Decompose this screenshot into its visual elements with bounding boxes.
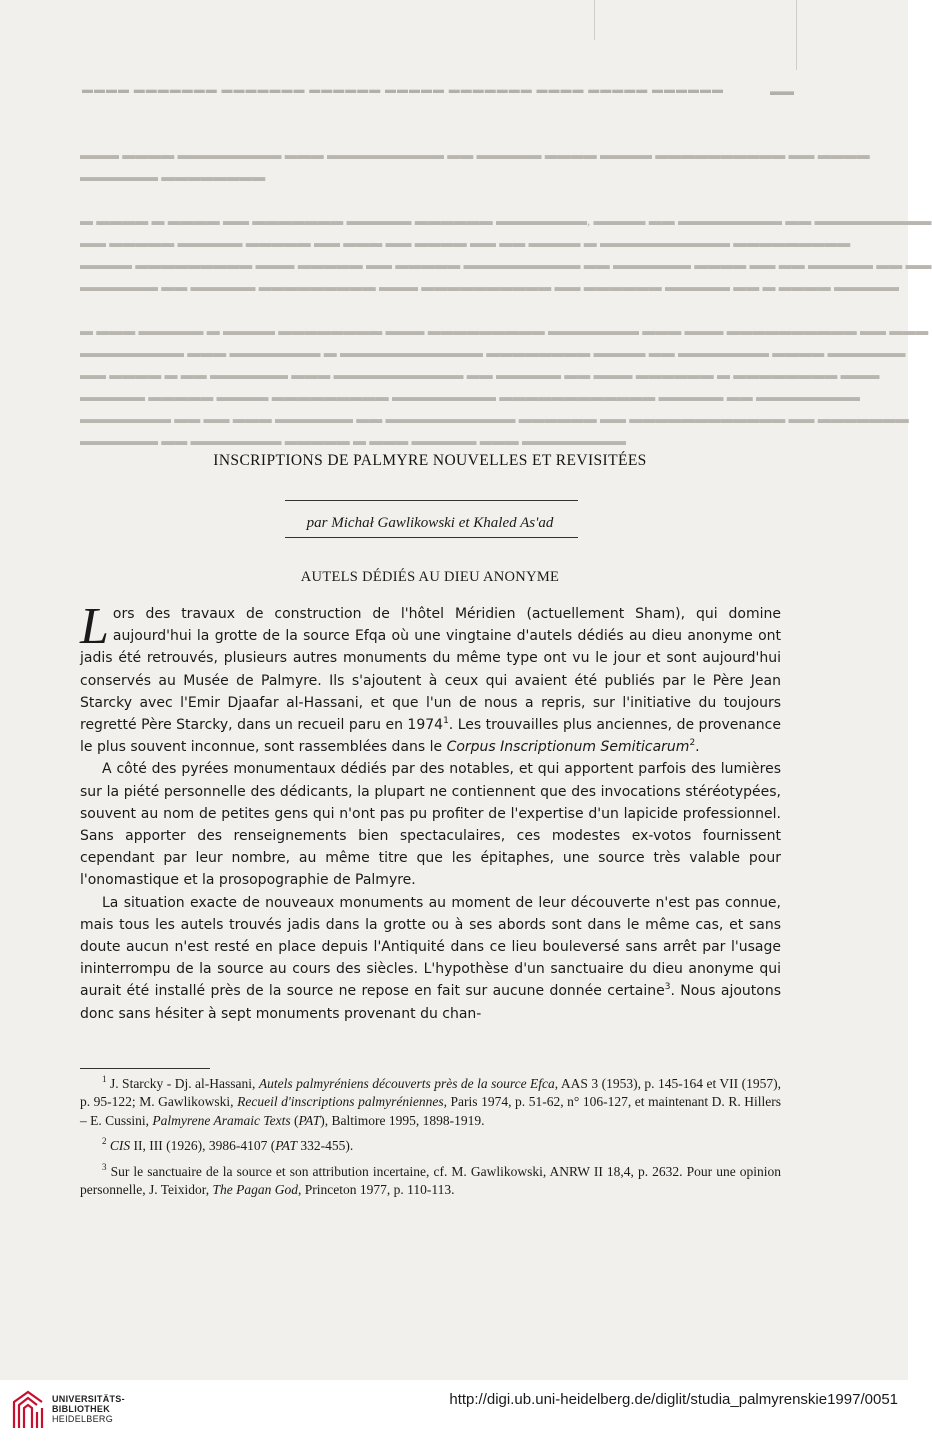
article-title: INSCRIPTIONS DE PALMYRE NOUVELLES ET REVISITÉES [213, 452, 647, 469]
byline-bottom-rule [285, 537, 578, 538]
footnote-rule [80, 1068, 210, 1069]
bleed-through-page-number: ▬▬ [770, 84, 794, 98]
byline: par Michał Gawlikowski et Khaled As'ad [306, 515, 554, 531]
digital-library-footer [0, 1380, 908, 1447]
body-text [80, 598, 781, 1025]
paragraph-2: A côté des pyrées monumentaux dédiés par des notables, et qui apportent parfois des lumières sur la piété personnelle des dédicants, la plupart ne contiennent que des invocations stéréotypées, souvent au nom de petites gens qui n'ont pas pu profiter de l'expertise d'un lapicide professionnel. Sans apporter des renseignements bien spectaculaires, ces modestes ex-votos fournissent cependant par leur nombre, au même titre que les épitaphes, une source très valable pour l'onomastique et la prosopographie de Palmyre. [80, 761, 781, 889]
footnote-1: $^1$ J. Starcky - Dj. al-Hassani, Autels palmyréniens découverts près de la source Efca, AAS 3 (1953), p. 145-164 et VII (1957), p. 95-122; M. Gawlikowski, Recueil d'inscriptions palmyréniennes, Paris 1974, p. 51-62, n° 106-127, et maintenant D. R. Hillers – E. Cussini, Palmyrene Aramaic Texts (PAT), Baltimore 1995, 1898-1919. [80, 1074, 782, 1128]
footnotes [80, 1075, 781, 1206]
scan-edge-line [796, 0, 797, 70]
section-heading: AUTELS DÉDIÉS AU DIEU ANONYME [300, 569, 560, 585]
drop-cap: L [80, 598, 109, 655]
footnote-ref-3[interactable]: 3 [664, 982, 671, 993]
library-name: UNIVERSITÄTS- BIBLIOTHEK HEIDELBERG [52, 1394, 125, 1424]
footnote-3: $^3$ Sur le sanctuaire de la source et son attribution incertaine, cf. M. Gawlikowski, ANRW II 18,4, p. 2632. Pour une opinion personnelle, J. Teixidor, The Pagan God, Princeton 1977, p. 110-113. [80, 1161, 781, 1198]
permalink-url[interactable]: http://digi.ub.uni-heidelberg.de/diglit/studia_palmyrenskie1997/0051 [449, 1391, 898, 1408]
bleed-through-text: ▬▬▬ ▬▬▬▬ ▬▬▬▬▬▬▬▬ ▬▬▬ ▬▬▬▬▬▬▬▬▬ ▬▬ ▬▬▬▬▬ ▬▬▬▬ ▬▬▬▬ ▬▬▬▬▬▬▬▬▬▬ ▬▬ ▬▬▬▬ ▬▬▬▬▬▬ ▬▬▬▬▬▬▬▬ ▬ ▬▬▬▬ ▬ ▬▬▬▬ ▬▬ ▬▬▬▬▬▬▬ ▬▬▬▬▬ ▬▬▬▬▬▬ ▬▬▬▬▬▬▬, ▬▬▬▬ ▬▬ ▬▬▬▬▬▬▬▬ ▬▬ ▬▬▬▬▬▬▬▬▬ ▬▬ ▬▬▬▬▬ ▬▬▬▬▬ ▬▬▬▬▬ ▬▬ ▬▬▬ ▬▬ ▬▬▬▬ ▬▬ ▬▬ ▬▬▬▬ ▬ ▬▬▬▬▬▬▬▬▬▬ ▬▬▬▬▬▬▬▬▬ ▬▬▬▬ ▬▬▬▬▬▬▬▬▬ ▬▬▬ ▬▬▬▬▬ ▬▬ ▬▬▬▬▬ ▬▬▬▬▬▬▬▬▬ ▬▬ ▬▬▬▬▬▬ ▬▬▬▬ ▬▬ ▬▬ ▬▬▬▬▬ ▬▬ ▬▬ ▬▬▬▬▬▬ ▬▬ ▬▬▬▬▬ ▬▬▬▬▬▬▬▬▬ ▬▬▬ ▬▬▬▬▬▬▬▬▬▬ ▬▬ ▬▬▬▬▬▬ ▬▬▬▬▬ ▬▬ ▬ ▬▬▬▬ ▬▬▬▬▬ ▬ ▬▬▬ ▬▬▬▬▬ ▬ ▬▬▬▬ ▬▬▬▬▬▬▬▬ ▬▬▬ ▬▬▬▬▬▬▬▬▬ ▬▬▬▬▬▬▬ ▬▬▬ ▬▬▬ ▬▬▬▬▬▬▬▬▬▬ ▬▬ ▬▬▬ ▬▬▬▬▬▬▬▬ ▬▬▬ ▬▬▬▬▬▬▬ ▬ ▬▬▬▬▬▬▬▬▬▬▬ ▬▬▬▬▬▬▬▬ ▬▬▬▬ ▬▬ ▬▬▬▬▬▬▬ ▬▬▬▬ ▬▬▬▬▬▬ ▬▬ ▬▬▬▬ ▬ ▬▬ ▬▬▬▬▬▬ ▬▬▬ ▬▬▬▬▬▬▬▬▬▬ ▬▬ ▬▬▬▬▬ ▬▬ ▬▬▬ ▬▬▬▬▬▬ ▬ ▬▬▬▬▬▬▬▬ ▬▬▬ ▬▬▬▬▬ ▬▬▬▬▬ ▬▬▬▬ ▬▬▬▬▬▬▬▬▬ ▬▬▬▬▬▬▬▬ ▬▬▬▬▬▬▬▬▬▬▬▬ ▬▬▬▬▬ ▬▬ ▬▬▬▬▬▬▬▬ ▬▬▬▬▬▬▬ ▬▬ ▬▬ ▬▬▬ ▬▬▬▬▬▬ ▬▬ ▬▬▬▬▬▬▬▬▬▬ ▬▬▬▬▬▬ ▬▬ ▬▬▬▬▬▬▬▬▬▬▬▬ ▬▬ ▬▬▬▬▬▬▬ ▬▬▬▬▬▬ ▬▬ ▬▬▬▬▬▬▬ ▬▬▬▬▬ ▬ ▬▬▬ ▬▬▬▬▬ ▬▬▬ ▬▬▬▬▬▬▬▬ [80, 147, 932, 448]
scan-edge-line [594, 0, 595, 40]
paragraph-3: La situation exacte de nouveaux monuments au moment de leur découverte n'est pas connue, mais tous les autels trouvés jadis dans la grotte ou à ses abords sont dans le même cas, et sans doute aucun n'est resté en place depuis l'Antiquité dans ce lieu bouleversé sans arrêt par l'usage ininterrompu de la source au cours des siècles. L'hypothèse d'un sanctuaire du dieu anonyme qui aurait été installé près de la source ne repose en fait sur aucune donnée certaine$^3$. Nous ajoutons donc sans hésiter à sept monuments provenant du chan- [80, 894, 781, 1022]
footnote-2: $^2$ CIS II, III (1926), 3986-4107 (PAT 332-455). [102, 1136, 354, 1154]
paragraph-1: Lors des travaux de construction de l'hôtel Méridien (actuellement Sham), qui domine aujourd'hui la grotte de la source Efqa où une vingtaine d'autels dédiés au dieu anonyme ont jadis été retrouvés, plusieurs autres monuments du même type ont vu le jour et sont aujourd'hui conservés au Musée de Palmyre. Ils s'ajoutent à ceux qui avaient été publiés par le Père Jean Starcky avec l'Emir Djaafar al-Hassani, et que l'un de nous a repris, sur l'initiative du toujours regretté Père Starcky, dans un recueil paru en 1974$^1$. Les trouvailles plus anciennes, de provenance le plus souvent inconnue, sont rassemblées dans le Corpus Inscriptionum Semiticarum$^2$. [80, 598, 781, 756]
footnote-ref-1[interactable]: 1 [443, 716, 449, 727]
bleed-through-header: ▬▬▬▬ ▬▬▬▬▬▬▬ ▬▬▬▬▬▬▬ ▬▬▬▬▬▬ ▬▬▬▬▬ ▬▬▬▬▬▬▬ ▬▬▬▬ ▬▬▬▬▬ ▬▬▬▬▬▬ [82, 84, 724, 96]
footnote-ref-2[interactable]: 2 [689, 738, 696, 749]
library-logo-icon [8, 1388, 46, 1432]
byline-top-rule [285, 500, 578, 501]
